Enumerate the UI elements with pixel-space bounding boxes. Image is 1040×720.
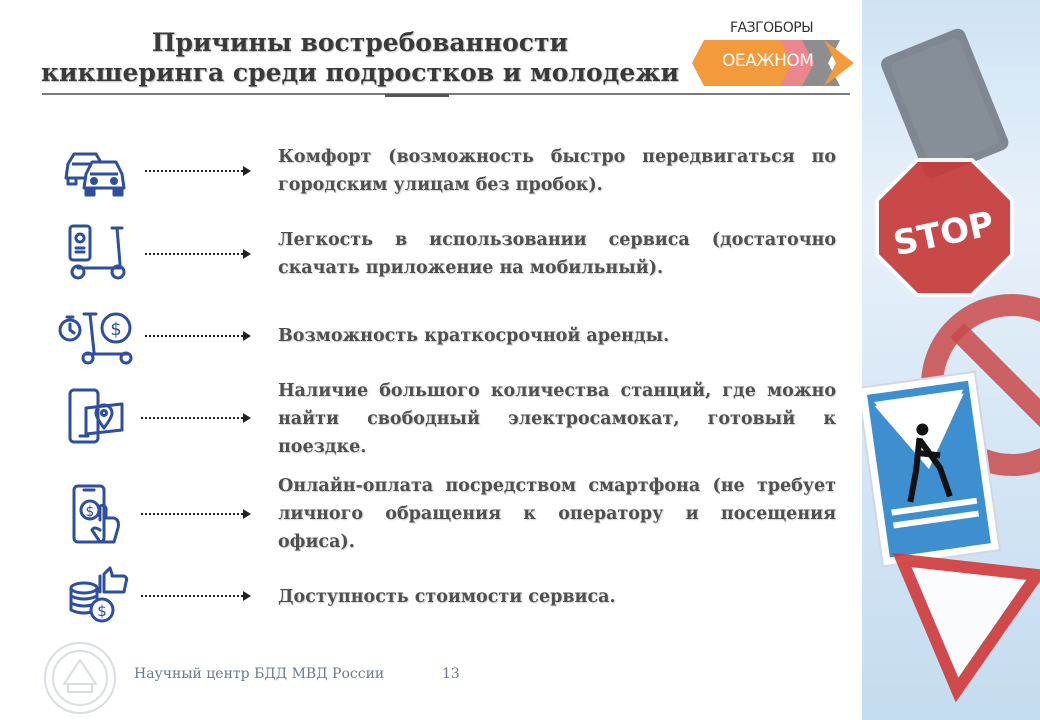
map-location-icon xyxy=(66,386,126,446)
stop-sign-icon xyxy=(877,160,1012,295)
reason-5-text: Онлайн-оплата посредством смартфона (не требует личного обращения к оператору и посещения офиса). xyxy=(278,476,836,552)
arrow-1 xyxy=(145,166,251,176)
title-divider-accent xyxy=(385,94,449,97)
reason-6-text: Доступность стоимости сервиса. xyxy=(278,587,616,607)
svg-text:$: $ xyxy=(97,602,107,620)
arrow-2 xyxy=(145,249,251,259)
svg-text:$: $ xyxy=(85,504,95,520)
page-number: 13 xyxy=(442,666,460,682)
svg-text:STOP: STOP xyxy=(889,203,998,265)
phone-payment-icon xyxy=(70,484,124,548)
grey-sign-icon xyxy=(879,26,1011,180)
road-signs-panel xyxy=(862,0,1040,720)
warning-triangle-sign-icon xyxy=(902,560,1037,690)
organization-seal-icon xyxy=(42,640,118,716)
reason-1-text: Комфорт (возможность быстро передвигаться по городским улицам без пробок). xyxy=(278,147,836,195)
logo-top-text: FАЗГОБОРЫ xyxy=(730,20,814,36)
reason-4-text: Наличие большого количества станций, где можно найти свободный электросамокат, готовый к поездке. xyxy=(278,381,836,457)
page-title xyxy=(40,28,680,88)
timer-scooter-coin-icon xyxy=(56,306,134,366)
title-line-2: кикшеринга среди подростков и молодежи xyxy=(40,58,680,87)
arrow-4 xyxy=(141,413,251,423)
logo xyxy=(680,16,856,88)
arrow-3 xyxy=(145,331,251,341)
cars-icon xyxy=(62,142,128,198)
title-line-1: Причины востребованности xyxy=(151,28,569,57)
footer-organization: Научный центр БДД МВД России xyxy=(134,666,385,682)
reason-2-text: Легкость в использовании сервиса (достаточно скачать приложение на мобильный). xyxy=(278,230,836,278)
phone-scooter-icon xyxy=(66,224,128,282)
svg-text:$: $ xyxy=(110,319,122,340)
reason-3-text: Возможность краткосрочной аренды. xyxy=(278,326,670,346)
arrow-5 xyxy=(141,509,251,519)
pedestrian-crossing-sign-icon xyxy=(862,372,1000,567)
coins-thumbs-up-icon xyxy=(66,566,132,626)
arrow-6 xyxy=(141,591,251,601)
logo-band-text: ОЕАЖНОМ xyxy=(722,51,814,71)
road-signs-illustration xyxy=(862,0,1040,720)
